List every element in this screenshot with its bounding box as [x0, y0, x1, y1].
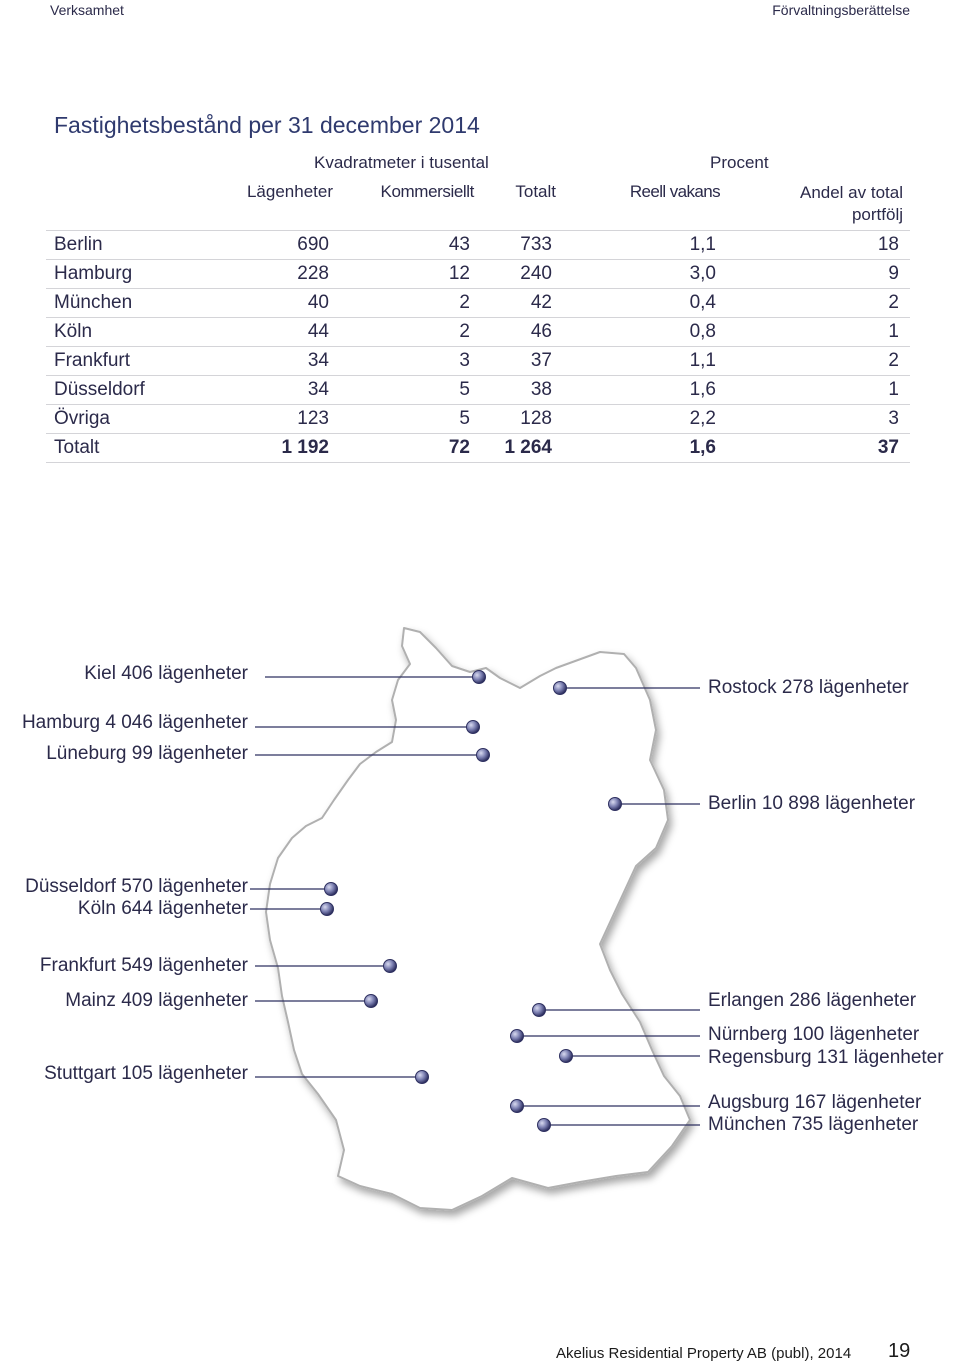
- col-header-andel-line1: Andel av total: [799, 183, 903, 202]
- label-erlangen: Erlangen 286 lägenheter: [708, 990, 917, 1011]
- table-total-row: [46, 433, 910, 463]
- label-augsburg: Augsburg 167 lägenheter: [708, 1092, 922, 1113]
- cell-kommersiellt: 5: [459, 408, 470, 429]
- table-row: [46, 288, 910, 317]
- marker-hamburg: [467, 721, 480, 734]
- marker-munchen: [538, 1119, 551, 1132]
- cell-andel: 9: [888, 263, 899, 284]
- cell-totalt: 733: [520, 234, 552, 255]
- label-regensburg: Regensburg 131 lägenheter: [708, 1047, 944, 1068]
- col-header-andel: [800, 182, 903, 226]
- cell-totalt: 37: [530, 350, 552, 371]
- cell-andel: 37: [877, 437, 899, 458]
- col-header-vakans: Reell vakans: [629, 182, 720, 201]
- cell-vakans: 1,6: [689, 437, 716, 458]
- cell-totalt: 1 264: [504, 437, 552, 458]
- cell-totalt: 38: [530, 379, 552, 400]
- label-dusseldorf: Düsseldorf 570 lägenheter: [25, 876, 248, 897]
- cell-kommersiellt: 43: [448, 234, 470, 255]
- cell-andel: 1: [888, 379, 899, 400]
- label-luneburg: Lüneburg 99 lägenheter: [46, 743, 248, 764]
- cell-lagenheter: 123: [297, 408, 329, 429]
- label-hamburg: Hamburg 4 046 lägenheter: [21, 712, 248, 733]
- cell-city: Frankfurt: [54, 350, 131, 371]
- cell-city: Köln: [54, 321, 93, 342]
- cell-lagenheter: 34: [307, 379, 329, 400]
- marker-frankfurt: [384, 960, 397, 973]
- marker-mainz: [365, 995, 378, 1008]
- cell-lagenheter: 1 192: [281, 437, 329, 458]
- cell-lagenheter: 690: [297, 234, 329, 255]
- label-munchen: München 735 lägenheter: [708, 1114, 919, 1135]
- cell-totalt: 128: [520, 408, 552, 429]
- label-nurnberg: Nürnberg 100 lägenheter: [708, 1024, 920, 1045]
- col-header-totalt: Totalt: [515, 182, 556, 201]
- cell-andel: 3: [888, 408, 899, 429]
- group-header-kvm: Kvadratmeter i tusental: [314, 153, 489, 172]
- cell-kommersiellt: 72: [448, 437, 470, 458]
- marker-regensburg: [560, 1050, 573, 1063]
- cell-andel: 1: [888, 321, 899, 342]
- table-row: [46, 230, 910, 259]
- cell-lagenheter: 44: [307, 321, 329, 342]
- group-header-procent: Procent: [710, 153, 769, 172]
- cell-kommersiellt: 12: [448, 263, 470, 284]
- table-row: [46, 259, 910, 288]
- cell-city: Düsseldorf: [54, 379, 145, 400]
- property-table: [46, 230, 910, 463]
- cell-vakans: 0,8: [689, 321, 716, 342]
- cell-vakans: 0,4: [689, 292, 716, 313]
- cell-vakans: 1,1: [689, 234, 716, 255]
- cell-city: Övriga: [54, 408, 110, 429]
- cell-andel: 18: [877, 234, 899, 255]
- cell-lagenheter: 40: [307, 292, 329, 313]
- table-row: [46, 317, 910, 346]
- page-title: Fastighetsbestånd per 31 december 2014: [54, 112, 480, 138]
- table-row: [46, 375, 910, 404]
- footer-company: Akelius Residential Property AB (publ), 2014: [556, 1345, 852, 1362]
- cell-totalt: 240: [520, 263, 552, 284]
- marker-kiel: [473, 671, 486, 684]
- cell-vakans: 3,0: [689, 263, 716, 284]
- label-rostock: Rostock 278 lägenheter: [708, 677, 909, 698]
- section-header: Verksamhet: [50, 2, 124, 18]
- marker-erlangen: [533, 1004, 546, 1017]
- col-header-lagenheter: Lägenheter: [246, 182, 333, 201]
- label-frankfurt: Frankfurt 549 lägenheter: [39, 955, 248, 976]
- cell-vakans: 1,6: [689, 379, 716, 400]
- cell-lagenheter: 228: [297, 263, 329, 284]
- marker-stuttgart: [416, 1071, 429, 1084]
- cell-city: Berlin: [54, 234, 103, 255]
- col-header-kommersiellt: Kommersiellt: [380, 182, 474, 201]
- chapter-header: Förvaltningsberättelse: [772, 2, 910, 18]
- label-mainz: Mainz 409 lägenheter: [65, 990, 248, 1011]
- label-stuttgart: Stuttgart 105 lägenheter: [44, 1063, 248, 1084]
- label-kiel: Kiel 406 lägenheter: [84, 663, 248, 684]
- cell-andel: 2: [888, 292, 899, 313]
- cell-kommersiellt: 2: [459, 292, 470, 313]
- marker-dusseldorf: [325, 883, 338, 896]
- cell-kommersiellt: 2: [459, 321, 470, 342]
- cell-vakans: 2,2: [689, 408, 716, 429]
- cell-totalt: 46: [530, 321, 552, 342]
- marker-koln: [321, 903, 334, 916]
- col-header-andel-line2: portfölj: [851, 205, 903, 224]
- cell-city: München: [54, 292, 133, 313]
- table-row: [46, 404, 910, 433]
- cell-vakans: 1,1: [689, 350, 716, 371]
- cell-totalt: 42: [530, 292, 552, 313]
- table-row: [46, 346, 910, 375]
- cell-lagenheter: 34: [307, 350, 329, 371]
- marker-luneburg: [477, 749, 490, 762]
- marker-berlin: [609, 798, 622, 811]
- cell-city: Totalt: [54, 437, 100, 458]
- marker-nurnberg: [511, 1030, 524, 1043]
- cell-andel: 2: [888, 350, 899, 371]
- cell-kommersiellt: 3: [459, 350, 470, 371]
- marker-augsburg: [511, 1100, 524, 1113]
- label-koln: Köln 644 lägenheter: [77, 898, 248, 919]
- cell-city: Hamburg: [54, 263, 133, 284]
- page-number: 19: [888, 1340, 911, 1362]
- label-berlin: Berlin 10 898 lägenheter: [708, 793, 916, 814]
- cell-kommersiellt: 5: [459, 379, 470, 400]
- marker-rostock: [554, 682, 567, 695]
- germany-outline: [266, 628, 690, 1210]
